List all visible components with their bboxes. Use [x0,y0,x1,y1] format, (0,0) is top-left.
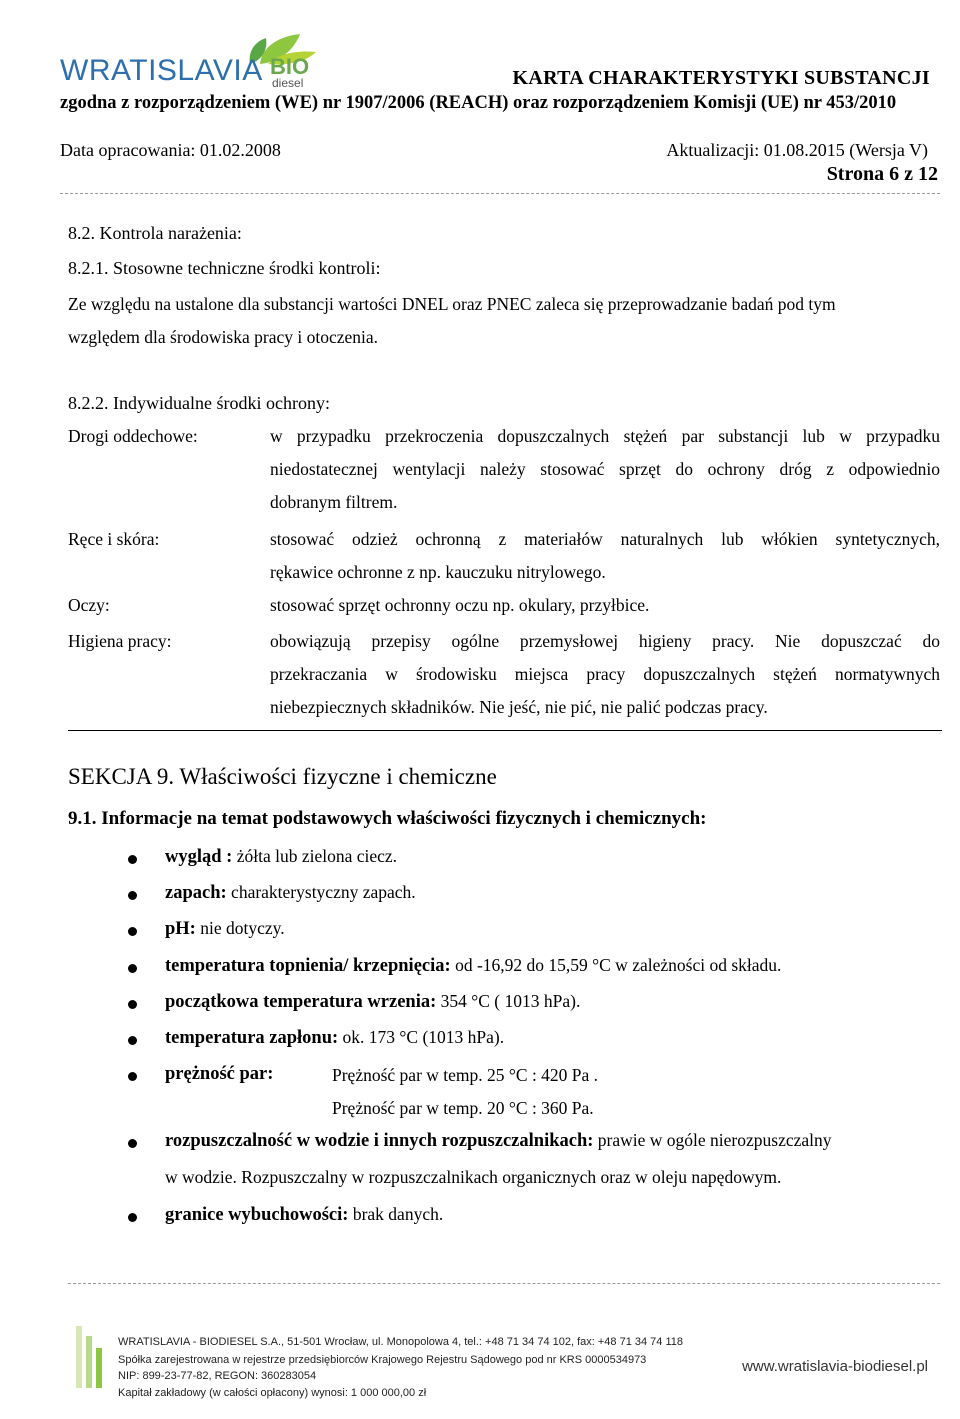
protection-label-eyes: Oczy: [68,595,110,615]
text-line: rękawice ochronne z np. kauczuku nitrylowego. [270,562,606,582]
text-line: obowiązują przepisy ogólne przemysłowej higieny pracy. Nie dopuszczać do [270,631,940,651]
property-key: pH: [165,919,196,939]
bullet-icon [128,855,137,864]
protection-value-hands-skin [270,523,940,589]
protection-value-respiratory [270,420,940,519]
property-key: wygląd : [165,847,233,867]
bullet-icon [128,1139,137,1148]
text-line: przekraczania w środowisku miejsca pracy dopuszczalnych stężeń normatywnych [270,664,940,684]
text-line: niedostatecznej wentylacji należy stosować sprzęt do ochrony dróg z odpowiednio [270,459,940,479]
property-value: brak danych. [348,1204,444,1224]
regulation-line: zgodna z rozporządzeniem (WE) nr 1907/2006 (REACH) oraz rozporządzeniem Komisji (UE) nr 453/2010 [60,93,897,113]
property-value: w wodzie. Rozpuszczalny w rozpuszczalnikach organicznych oraz w oleju napędowym. [165,1167,782,1187]
property-vapour-pressure [165,1063,273,1085]
protection-label-hygiene: Higiena pracy: [68,631,172,651]
property-key: granice wybuchowości: [165,1205,349,1225]
company-logo [60,32,320,88]
section-9-1-heading: 9.1. Informacje na temat podstawowych właściwości fizycznych i chemicznych: [68,808,707,829]
footer-address: WRATISLAVIA - BIODIESEL S.A., 51-501 Wrocław, ul. Monopolowa 4, tel.: +48 71 34 74 102, fax: +48 71 34 74 118 [118,1336,683,1348]
protection-value-eyes [270,589,940,622]
property-value: prawie w ogóle nierozpuszczalny [593,1130,832,1150]
property-ph [165,918,285,940]
footer-divider [68,1283,940,1284]
section-divider [68,730,942,731]
property-melting-point [165,955,781,977]
bullet-icon [128,1036,137,1045]
footer-registry: Spółka zarejestrowana w rejestrze przedsiębiorców Krajowego Rejestru Sądowego pod nr KRS 0000534973 [118,1354,647,1366]
protection-label-hands-skin: Ręce i skóra: [68,529,160,549]
update-date: Aktualizacji: 01.08.2015 (Wersja V) [666,140,928,160]
bullet-icon [128,1072,137,1081]
property-value: żółta lub zielona ciecz. [232,846,398,866]
property-key: prężność par: [165,1064,274,1084]
property-value: charakterystyczny zapach. [226,882,416,902]
logo-diesel: diesel [272,76,304,90]
section-8-2-2-heading: 8.2.2. Indywidualne środki ochrony: [68,393,330,413]
page-number: Strona 6 z 12 [826,163,938,185]
property-value: 354 °C ( 1013 hPa). [436,991,581,1011]
property-value: Prężność par w temp. 20 °C : 360 Pa. [332,1098,594,1118]
footer-capital: Kapitał zakładowy (w całości opłacony) wynosi: 1 000 000,00 zł [118,1387,427,1399]
property-value: od -16,92 do 15,59 °C w zależności od składu. [450,955,782,975]
text-line: niebezpiecznych składników. Nie jeść, nie pić, nie palić podczas pracy. [270,697,768,717]
bullet-icon [128,964,137,973]
text-line: w przypadku przekroczenia dopuszczalnych stężeń par substancji lub w przypadku [270,426,940,446]
preparation-date: Data opracowania: 01.02.2008 [60,140,281,160]
logo-bio: BIO [270,54,310,79]
property-odour [165,882,416,904]
section-8-2-heading: 8.2. Kontrola narażenia: [68,223,242,243]
bullet-icon [128,891,137,900]
text-line: stosować sprzęt ochronny oczu np. okulary, przyłbice. [270,595,650,615]
property-boiling-point [165,991,580,1013]
property-solubility [165,1130,832,1152]
footer-website-link[interactable]: www.wratislavia-biodiesel.pl [742,1358,928,1375]
property-value: Prężność par w temp. 25 °C : 420 Pa . [332,1065,599,1085]
section-8-2-1-text-line: względem dla środowiska pracy i otoczenia. [68,327,379,347]
property-key: rozpuszczalność w wodzie i innych rozpuszczalnikach: [165,1131,594,1151]
section-9-heading: SEKCJA 9. Właściwości fizyczne i chemiczne [68,764,497,789]
property-appearance [165,846,397,868]
header-divider [60,193,940,194]
document-title: KARTA CHARAKTERYSTYKI SUBSTANCJI [512,67,930,89]
text-line: stosować odzież ochronną z materiałów naturalnych lub włókien syntetycznych, [270,529,940,549]
bullet-icon [128,1213,137,1222]
protection-value-hygiene [270,625,940,724]
property-explosive-limits [165,1204,443,1226]
property-value: nie dotyczy. [195,918,285,938]
property-flash-point [165,1027,504,1049]
section-8-2-1-text-line: Ze względu na ustalone dla substancji wartości DNEL oraz PNEC zaleca się przeprowadzanie badań pod tym [68,294,836,314]
property-key: temperatura zapłonu: [165,1028,339,1048]
footer-leaf-mark-icon [76,1326,106,1388]
footer-tax-ids: NIP: 899-23-77-82, REGON: 360283054 [118,1370,317,1382]
logo-wordmark: WRATISLAVIA [60,54,263,87]
property-key: temperatura topnienia/ krzepnięcia: [165,956,451,976]
property-key: początkowa temperatura wrzenia: [165,992,437,1012]
bullet-icon [128,1000,137,1009]
bullet-icon [128,927,137,936]
property-value: ok. 173 °C (1013 hPa). [338,1027,505,1047]
property-key: zapach: [165,883,227,903]
section-8-2-1-heading: 8.2.1. Stosowne techniczne środki kontroli: [68,258,381,278]
protection-label-respiratory: Drogi oddechowe: [68,426,198,446]
text-line: dobranym filtrem. [270,492,398,512]
